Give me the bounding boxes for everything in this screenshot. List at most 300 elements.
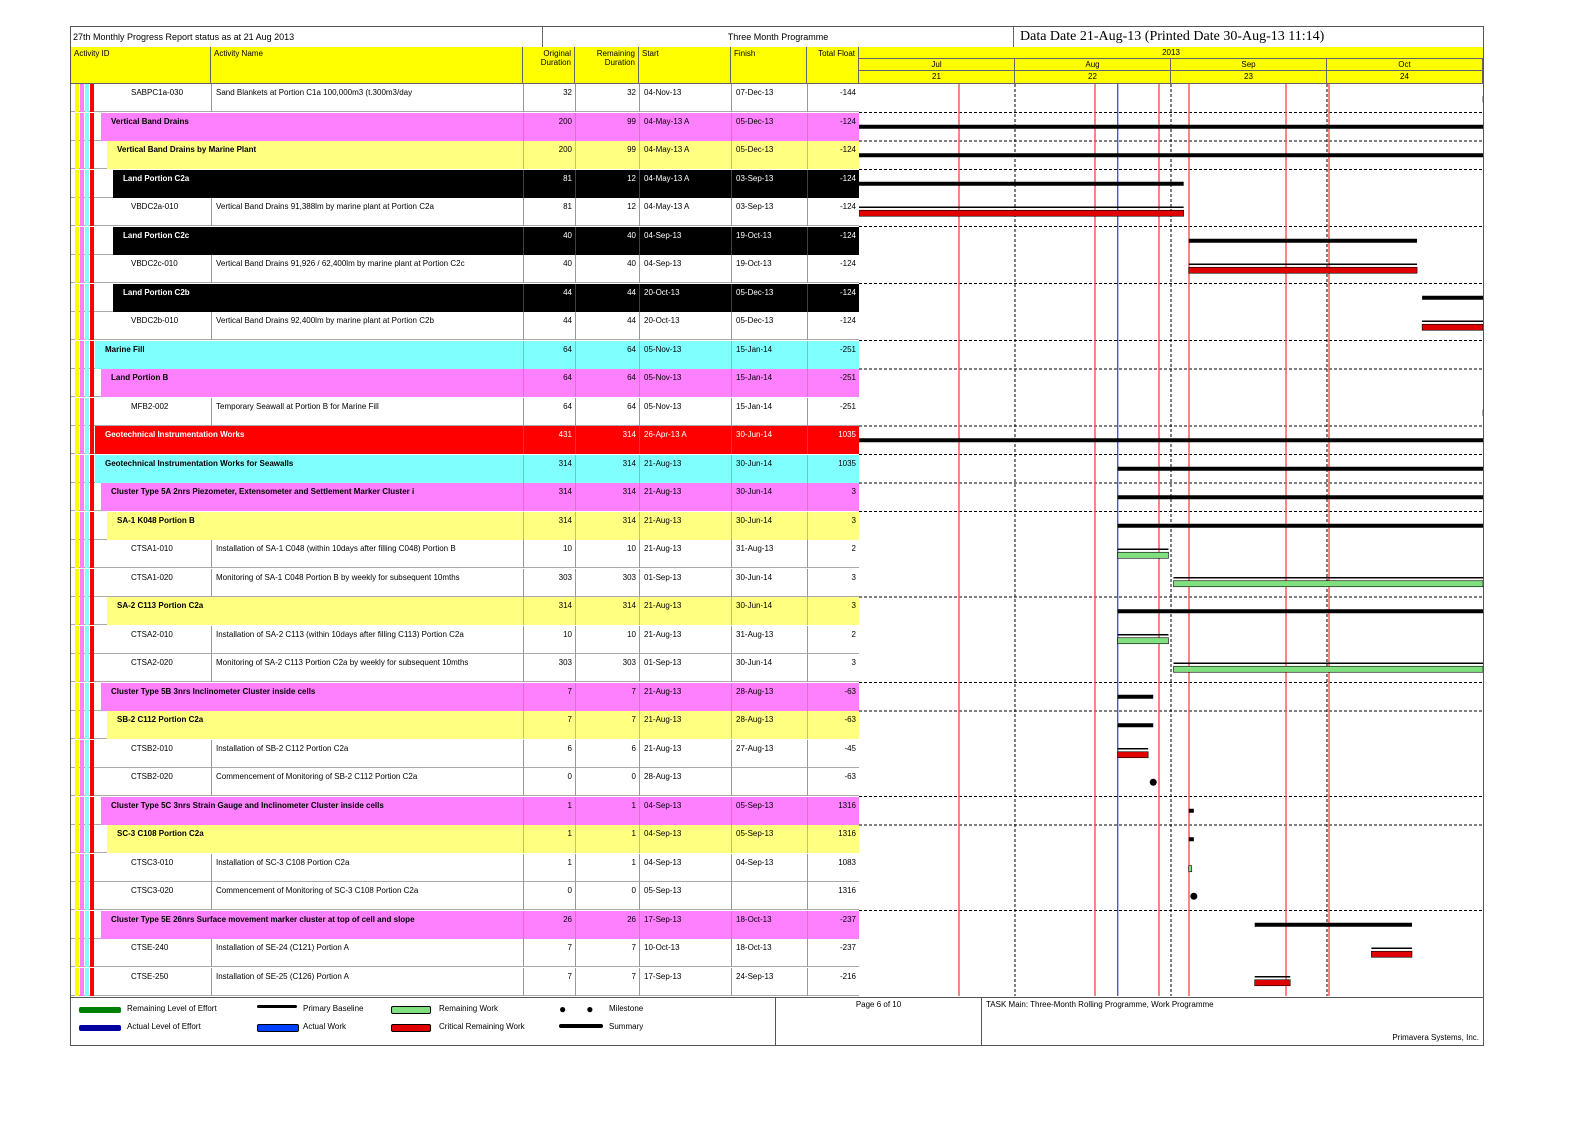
- group-rd: 314: [575, 455, 639, 483]
- level-stripe: [75, 654, 79, 682]
- cell-finish: 04-Sep-13: [731, 854, 807, 882]
- level-stripe: [90, 84, 94, 112]
- cell-rd: 0: [575, 882, 639, 910]
- table-row[interactable]: [71, 398, 859, 426]
- group-row[interactable]: [71, 797, 859, 825]
- level-stripe: [85, 512, 89, 540]
- group-od: 200: [523, 141, 575, 169]
- summary-bar[interactable]: [1189, 239, 1417, 243]
- group-finish: 05-Sep-13: [731, 797, 807, 825]
- cell-od: 7: [523, 968, 575, 996]
- summary-bar[interactable]: [1118, 524, 1483, 528]
- level-stripe: [90, 141, 94, 169]
- group-finish: 05-Dec-13: [731, 113, 807, 141]
- level-stripe: [80, 426, 84, 454]
- level-stripe: [90, 227, 94, 255]
- level-stripe: [85, 483, 89, 511]
- group-start: 05-Nov-13: [639, 341, 731, 369]
- level-stripe: [75, 398, 79, 426]
- group-finish: 30-Jun-14: [731, 426, 807, 454]
- cell-rd: 303: [575, 569, 639, 597]
- table-row[interactable]: [71, 626, 859, 654]
- summary-bar[interactable]: [1118, 723, 1154, 727]
- level-stripe: [80, 854, 84, 882]
- timeline-year: 2013: [859, 47, 1483, 59]
- legend-critical-remaining: Critical Remaining Work: [439, 1022, 525, 1031]
- level-stripe: [75, 740, 79, 768]
- cell-od: 44: [523, 312, 575, 340]
- group-start: 21-Aug-13: [639, 683, 731, 711]
- cell-rd: 6: [575, 740, 639, 768]
- group-rd: 314: [575, 426, 639, 454]
- level-stripe: [90, 626, 94, 654]
- cell-finish: 15-Jan-14: [731, 398, 807, 426]
- report-left-title: 27th Monthly Progress Report status as at 21 Aug 2013: [71, 27, 543, 47]
- cell-start: 17-Sep-13: [639, 968, 731, 996]
- group-row[interactable]: [71, 284, 859, 312]
- month-aug: Aug: [1015, 59, 1171, 71]
- level-stripe: [85, 255, 89, 283]
- group-finish: 05-Dec-13: [731, 284, 807, 312]
- cell-finish: 05-Dec-13: [731, 312, 807, 340]
- level-stripe: [75, 284, 79, 312]
- level-stripe: [80, 968, 84, 996]
- level-stripe: [85, 882, 89, 910]
- group-rd: 64: [575, 369, 639, 397]
- group-start: 21-Aug-13: [639, 597, 731, 625]
- level-stripe: [85, 455, 89, 483]
- group-tf: 3: [807, 512, 859, 540]
- level-stripe: [90, 569, 94, 597]
- cell-id: CTSA2-010: [131, 629, 173, 639]
- level-stripe: [90, 711, 94, 739]
- remaining-work-bar[interactable]: [1174, 581, 1483, 587]
- cell-od: 303: [523, 569, 575, 597]
- group-name: Geotechnical Instrumentation Works: [105, 430, 245, 439]
- group-start: 05-Nov-13: [639, 369, 731, 397]
- summary-bar[interactable]: [1255, 923, 1412, 927]
- level-stripe: [85, 711, 89, 739]
- cell-tf: -124: [807, 255, 859, 283]
- group-start: 21-Aug-13: [639, 512, 731, 540]
- level-stripe: [80, 227, 84, 255]
- cell-tf: -237: [807, 939, 859, 967]
- group-row[interactable]: [71, 369, 859, 397]
- group-finish: 30-Jun-14: [731, 512, 807, 540]
- level-stripe: [80, 113, 84, 141]
- level-stripe: [80, 512, 84, 540]
- group-finish: 05-Dec-13: [731, 141, 807, 169]
- level-stripe: [75, 797, 79, 825]
- table-row[interactable]: [71, 882, 859, 910]
- group-od: 64: [523, 369, 575, 397]
- level-stripe: [80, 626, 84, 654]
- actual-work-swatch: [257, 1024, 299, 1032]
- col-start[interactable]: Start: [639, 47, 731, 83]
- cell-finish: 07-Dec-13: [731, 84, 807, 112]
- column-header: [71, 47, 859, 84]
- group-tf: 1035: [807, 455, 859, 483]
- summary-bar[interactable]: [1118, 495, 1483, 499]
- level-stripe: [85, 141, 89, 169]
- group-od: 314: [523, 597, 575, 625]
- col-finish[interactable]: Finish: [731, 47, 807, 83]
- level-stripe: [90, 797, 94, 825]
- level-stripe: [75, 170, 79, 198]
- cell-finish: [731, 768, 807, 796]
- group-tf: 3: [807, 483, 859, 511]
- level-stripe: [80, 483, 84, 511]
- level-stripe: [85, 825, 89, 853]
- group-name: Geotechnical Instrumentation Works for Seawalls: [105, 458, 294, 468]
- table-row[interactable]: [71, 540, 859, 568]
- primary-baseline-swatch: [257, 1005, 297, 1008]
- summary-swatch: [559, 1024, 603, 1028]
- level-stripe: [90, 968, 94, 996]
- level-stripe: [85, 398, 89, 426]
- cell-tf: -124: [807, 312, 859, 340]
- cell-id: CTSA1-020: [131, 572, 173, 582]
- level-stripe: [85, 854, 89, 882]
- group-row[interactable]: [71, 683, 859, 711]
- group-od: 7: [523, 711, 575, 739]
- level-stripe: [85, 654, 89, 682]
- group-rd: 40: [575, 227, 639, 255]
- level-stripe: [85, 198, 89, 226]
- summary-bar[interactable]: [859, 125, 1483, 129]
- group-rd: 99: [575, 141, 639, 169]
- cell-rd: 1: [575, 854, 639, 882]
- table-row[interactable]: [71, 569, 859, 597]
- group-start: 21-Aug-13: [639, 711, 731, 739]
- critical-work-bar[interactable]: [1118, 752, 1148, 758]
- cell-name: Installation of SE-24 (C121) Portion A: [211, 939, 523, 967]
- table-row[interactable]: [71, 768, 859, 796]
- cell-id: CTSA2-020: [131, 658, 173, 667]
- cell-start: 04-Sep-13: [639, 854, 731, 882]
- group-row[interactable]: [71, 911, 859, 939]
- group-name: Vertical Band Drains: [111, 116, 189, 126]
- group-start: 04-Sep-13: [639, 825, 731, 853]
- critical-work-bar[interactable]: [859, 210, 1184, 216]
- cell-od: 1: [523, 854, 575, 882]
- group-row[interactable]: [71, 426, 859, 454]
- col-activity-id[interactable]: Activity ID: [71, 47, 211, 83]
- cell-id: CTSE-240: [131, 943, 169, 952]
- week-label: 22: [1015, 71, 1171, 83]
- group-finish: 28-Aug-13: [731, 711, 807, 739]
- critical-work-bar[interactable]: [1189, 267, 1417, 273]
- cell-start: 28-Aug-13: [639, 768, 731, 796]
- summary-bar[interactable]: [1118, 467, 1483, 471]
- group-start: 04-May-13 A: [639, 170, 731, 198]
- group-finish: 03-Sep-13: [731, 170, 807, 198]
- level-stripe: [85, 369, 89, 397]
- summary-bar[interactable]: [859, 182, 1184, 186]
- cell-name: Commencement of Monitoring of SB-2 C112 Portion C2a: [211, 768, 523, 796]
- group-od: 64: [523, 341, 575, 369]
- level-stripe: [75, 455, 79, 483]
- actual-loe-swatch: [79, 1025, 121, 1031]
- cell-id: VBDC2b-010: [131, 316, 179, 325]
- summary-bar[interactable]: [1118, 609, 1483, 613]
- cell-tf: -251: [807, 398, 859, 426]
- legend-milestone: Milestone: [609, 1004, 644, 1013]
- group-row[interactable]: [71, 512, 859, 540]
- group-row[interactable]: [71, 113, 859, 141]
- level-stripe: [75, 882, 79, 910]
- level-stripe: [90, 426, 94, 454]
- cell-start: 05-Nov-13: [639, 398, 731, 426]
- cell-start: 04-May-13 A: [639, 198, 731, 226]
- cell-rd: 12: [575, 198, 639, 226]
- level-stripe: [85, 341, 89, 369]
- week-label: 24: [1327, 71, 1483, 83]
- level-stripe: [80, 683, 84, 711]
- milestone-marker[interactable]: [1190, 893, 1197, 900]
- level-stripe: [85, 84, 89, 112]
- level-stripe: [80, 198, 84, 226]
- legend-remaining-work: Remaining Work: [439, 1004, 498, 1013]
- report-header: [71, 27, 1483, 48]
- group-start: 17-Sep-13: [639, 911, 731, 939]
- group-row[interactable]: [71, 455, 859, 483]
- group-start: 21-Aug-13: [639, 483, 731, 511]
- cell-start: 05-Sep-13: [639, 882, 731, 910]
- group-row[interactable]: [71, 825, 859, 853]
- table-row[interactable]: [71, 968, 859, 996]
- cell-finish: 19-Oct-13: [731, 255, 807, 283]
- cell-finish: 31-Aug-13: [731, 540, 807, 568]
- group-rd: 12: [575, 170, 639, 198]
- group-name: SA-2 C113 Portion C2a: [117, 601, 204, 610]
- col-remaining-duration[interactable]: Remaining Duration: [575, 47, 639, 83]
- cell-name: Installation of SB-2 C112 Portion C2a: [211, 740, 523, 768]
- level-stripe: [80, 312, 84, 340]
- critical-remaining-swatch: [391, 1024, 431, 1032]
- level-stripe: [85, 312, 89, 340]
- table-row[interactable]: [71, 654, 859, 682]
- level-stripe: [80, 654, 84, 682]
- col-original-duration[interactable]: Original Duration: [523, 47, 575, 83]
- group-row[interactable]: [71, 170, 859, 198]
- critical-work-bar[interactable]: [1371, 951, 1412, 957]
- summary-bar[interactable]: [1422, 296, 1483, 300]
- cell-tf: -45: [807, 740, 859, 768]
- cell-name: Monitoring of SA-2 C113 Portion C2a by weekly for subsequent 10mths: [211, 654, 523, 682]
- level-stripe: [90, 398, 94, 426]
- level-stripe: [90, 483, 94, 511]
- critical-work-bar[interactable]: [1422, 324, 1483, 330]
- cell-start: 21-Aug-13: [639, 626, 731, 654]
- remaining-work-bar[interactable]: [1174, 666, 1483, 672]
- table-row[interactable]: [71, 939, 859, 967]
- group-rd: 314: [575, 512, 639, 540]
- level-stripe: [85, 939, 89, 967]
- summary-bar[interactable]: [859, 153, 1483, 157]
- vendor-name: Primavera Systems, Inc.: [1392, 1033, 1479, 1042]
- level-stripe: [90, 882, 94, 910]
- group-rd: 7: [575, 711, 639, 739]
- schedule-sheet: [70, 26, 1484, 1046]
- cell-start: 21-Aug-13: [639, 740, 731, 768]
- group-od: 7: [523, 683, 575, 711]
- level-stripe: [75, 854, 79, 882]
- group-od: 1: [523, 825, 575, 853]
- level-stripe: [80, 284, 84, 312]
- cell-id: CTSE-250: [131, 971, 169, 981]
- cell-tf: 2: [807, 626, 859, 654]
- month-oct: Oct: [1327, 59, 1483, 71]
- level-stripe: [90, 654, 94, 682]
- col-activity-name[interactable]: Activity Name: [211, 47, 523, 83]
- cell-start: 20-Oct-13: [639, 312, 731, 340]
- group-od: 314: [523, 483, 575, 511]
- month-jul: Jul: [859, 59, 1015, 71]
- cell-name: Temporary Seawall at Portion B for Marine Fill: [211, 398, 523, 426]
- group-tf: 1316: [807, 825, 859, 853]
- table-row[interactable]: [71, 198, 859, 226]
- cell-finish: 31-Aug-13: [731, 626, 807, 654]
- group-start: 20-Oct-13: [639, 284, 731, 312]
- cell-name: Installation of SC-3 C108 Portion C2a: [211, 854, 523, 882]
- group-name: Cluster Type 5A 2nrs Piezometer, Extensometer and Settlement Marker Cluster i: [111, 487, 415, 496]
- group-tf: -124: [807, 284, 859, 312]
- level-stripe: [75, 968, 79, 996]
- group-tf: 1035: [807, 426, 859, 454]
- group-row[interactable]: [71, 597, 859, 625]
- level-stripe: [90, 255, 94, 283]
- cell-name: Installation of SE-25 (C126) Portion A: [211, 968, 523, 996]
- group-row[interactable]: [71, 141, 859, 169]
- group-od: 40: [523, 227, 575, 255]
- cell-od: 10: [523, 626, 575, 654]
- group-row[interactable]: [71, 483, 859, 511]
- group-od: 200: [523, 113, 575, 141]
- cell-tf: 3: [807, 654, 859, 682]
- milestone-marker[interactable]: [1150, 779, 1157, 786]
- level-stripe: [90, 540, 94, 568]
- group-finish: 15-Jan-14: [731, 369, 807, 397]
- summary-bar[interactable]: [1118, 695, 1154, 699]
- level-stripe: [90, 170, 94, 198]
- group-finish: 28-Aug-13: [731, 683, 807, 711]
- col-total-float[interactable]: Total Float: [807, 47, 859, 83]
- level-stripe: [75, 626, 79, 654]
- group-od: 44: [523, 284, 575, 312]
- legend-summary: Summary: [609, 1022, 644, 1031]
- cell-name: Sand Blankets at Portion C1a 100,000m3 (t.300m3/day: [211, 84, 523, 112]
- month-sep: Sep: [1171, 59, 1327, 71]
- cell-id: VBDC2c-010: [131, 259, 178, 268]
- cell-finish: 27-Aug-13: [731, 740, 807, 768]
- group-od: 1: [523, 797, 575, 825]
- level-stripe: [85, 170, 89, 198]
- table-row[interactable]: [71, 854, 859, 882]
- cell-start: 10-Oct-13: [639, 939, 731, 967]
- remaining-work-bar[interactable]: [1118, 638, 1169, 644]
- group-row[interactable]: [71, 711, 859, 739]
- cell-tf: 1316: [807, 882, 859, 910]
- group-name: Land Portion C2a: [123, 173, 190, 183]
- group-row[interactable]: [71, 227, 859, 255]
- cell-start: 04-Sep-13: [639, 255, 731, 283]
- legend-primary-baseline: Primary Baseline: [303, 1004, 364, 1013]
- cell-rd: 7: [575, 968, 639, 996]
- level-stripe: [80, 740, 84, 768]
- table-row[interactable]: [71, 84, 859, 112]
- summary-bar[interactable]: [1189, 809, 1194, 813]
- group-tf: -251: [807, 369, 859, 397]
- level-stripe: [90, 312, 94, 340]
- group-rd: 314: [575, 597, 639, 625]
- level-stripe: [85, 797, 89, 825]
- critical-work-bar[interactable]: [1255, 980, 1291, 986]
- remaining-work-bar[interactable]: [1118, 552, 1169, 558]
- level-stripe: [90, 683, 94, 711]
- table-row[interactable]: [71, 740, 859, 768]
- remaining-work-bar[interactable]: [1189, 866, 1192, 872]
- cell-name: Vertical Band Drains 91,388lm by marine plant at Portion C2a: [211, 198, 523, 226]
- cell-tf: -124: [807, 198, 859, 226]
- cell-rd: 32: [575, 84, 639, 112]
- group-name: Vertical Band Drains by Marine Plant: [117, 145, 257, 154]
- group-rd: 7: [575, 683, 639, 711]
- cell-od: 64: [523, 398, 575, 426]
- group-name: Land Portion B: [111, 373, 169, 382]
- group-row[interactable]: [71, 341, 859, 369]
- level-stripe: [90, 198, 94, 226]
- level-stripe: [90, 284, 94, 312]
- level-stripe: [90, 825, 94, 853]
- cell-tf: -144: [807, 84, 859, 112]
- level-stripe: [80, 341, 84, 369]
- table-row[interactable]: [71, 312, 859, 340]
- group-tf: 1316: [807, 797, 859, 825]
- week-label: 23: [1171, 71, 1327, 83]
- group-tf: -124: [807, 113, 859, 141]
- level-stripe: [85, 540, 89, 568]
- group-start: 04-Sep-13: [639, 227, 731, 255]
- summary-bar[interactable]: [1189, 837, 1194, 841]
- cell-rd: 7: [575, 939, 639, 967]
- group-tf: -63: [807, 711, 859, 739]
- cell-rd: 40: [575, 255, 639, 283]
- cell-od: 303: [523, 654, 575, 682]
- group-start: 04-May-13 A: [639, 141, 731, 169]
- cell-id: CTSA1-010: [131, 544, 173, 553]
- group-name: Cluster Type 5E 26nrs Surface movement marker cluster at top of cell and slope: [111, 914, 415, 924]
- cell-rd: 64: [575, 398, 639, 426]
- level-stripe: [85, 426, 89, 454]
- table-row[interactable]: [71, 255, 859, 283]
- legend-remaining-loe: Remaining Level of Effort: [127, 1004, 217, 1013]
- level-stripe: [90, 455, 94, 483]
- level-stripe: [85, 911, 89, 939]
- level-stripe: [80, 768, 84, 796]
- level-stripe: [85, 968, 89, 996]
- cell-rd: 303: [575, 654, 639, 682]
- summary-bar[interactable]: [859, 438, 1483, 442]
- cell-rd: 10: [575, 540, 639, 568]
- cell-rd: 0: [575, 768, 639, 796]
- level-stripe: [80, 455, 84, 483]
- level-stripe: [90, 113, 94, 141]
- group-start: 26-Apr-13 A: [639, 426, 731, 454]
- group-name: Cluster Type 5B 3nrs Inclinometer Cluster inside cells: [111, 686, 316, 696]
- level-stripe: [90, 768, 94, 796]
- level-stripe: [75, 227, 79, 255]
